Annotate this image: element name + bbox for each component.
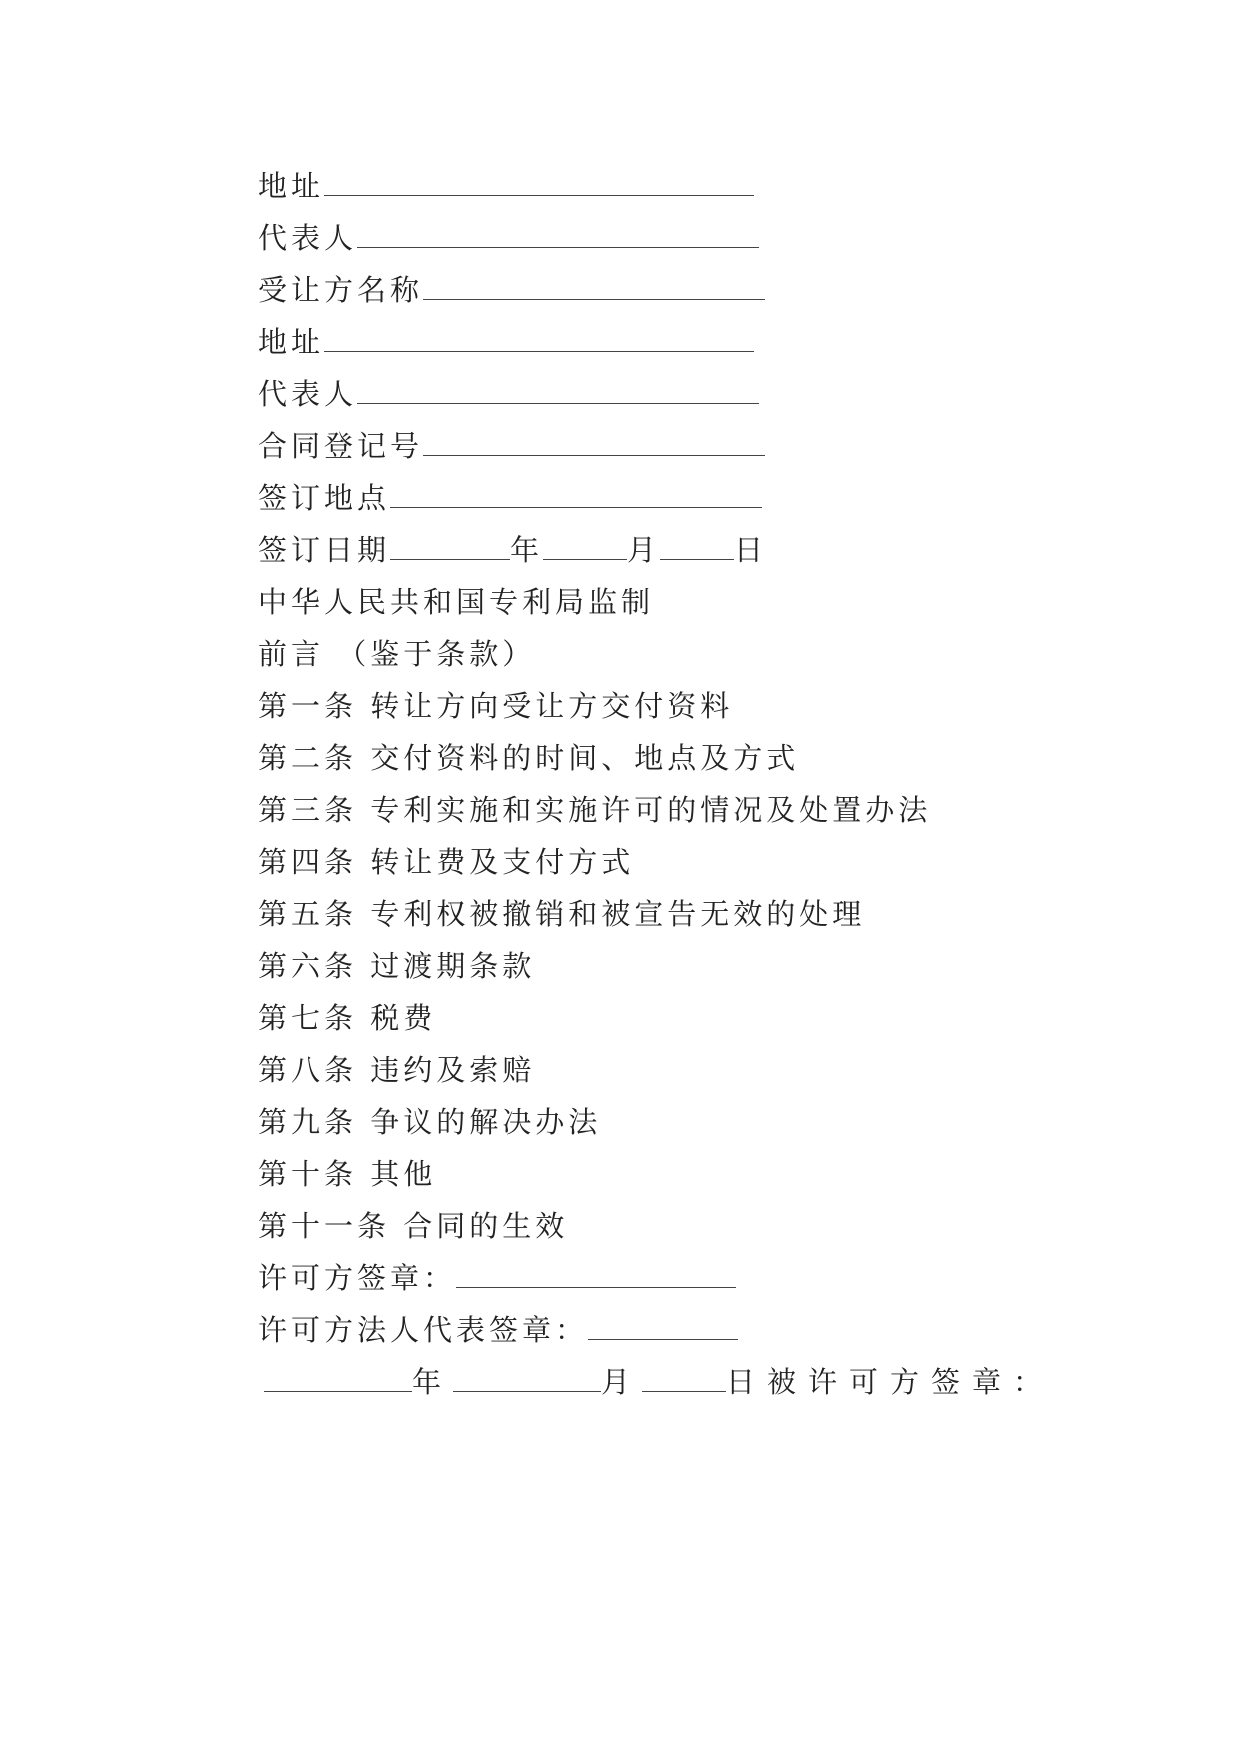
field-blank xyxy=(324,327,754,352)
field-blank xyxy=(423,431,765,456)
article-title: 合同的生效 xyxy=(403,1209,569,1243)
field-row xyxy=(258,272,765,308)
field-row xyxy=(258,376,759,412)
licensee-seal-label: 日被许可方签章： xyxy=(726,1365,1055,1399)
article-number: 第九条 xyxy=(258,1105,358,1139)
article-title: 转让费及支付方式 xyxy=(370,845,635,879)
field-blank xyxy=(423,275,765,300)
article-number: 第七条 xyxy=(258,1001,358,1035)
article-number: 第八条 xyxy=(258,1053,358,1087)
article-title: 过渡期条款 xyxy=(370,949,536,983)
article-number: 第五条 xyxy=(258,897,358,931)
month-label: 月 xyxy=(601,1365,643,1399)
article-title: 违约及索赔 xyxy=(370,1053,536,1087)
article-number: 第十一条 xyxy=(258,1209,391,1243)
article-item xyxy=(258,948,535,984)
day-label: 日 xyxy=(734,533,768,567)
field-row xyxy=(258,428,765,464)
article-title: 专利实施和实施许可的情况及处置办法 xyxy=(370,793,932,827)
article-number: 第二条 xyxy=(258,741,358,775)
article-number: 第十条 xyxy=(258,1157,358,1191)
article-item xyxy=(258,1208,568,1244)
article-item xyxy=(258,1052,535,1088)
month-blank xyxy=(453,1367,601,1392)
sign-date-label: 签订日期 xyxy=(258,533,391,567)
year-blank xyxy=(390,535,510,560)
licensor-rep-seal-row xyxy=(258,1312,738,1348)
licensor-seal-row xyxy=(258,1260,736,1296)
field-row xyxy=(258,324,754,360)
sign-date-row xyxy=(258,532,767,568)
day-blank xyxy=(642,1367,726,1392)
article-number: 第四条 xyxy=(258,845,358,879)
field-blank xyxy=(324,171,754,196)
field-label: 代表人 xyxy=(258,221,358,255)
licensor-rep-seal-blank xyxy=(588,1315,738,1340)
article-item xyxy=(258,792,931,828)
supervisor-line: 中华人民共和国专利局监制 xyxy=(258,585,655,619)
article-number: 第六条 xyxy=(258,949,358,983)
field-blank xyxy=(357,223,759,248)
licensor-seal-blank xyxy=(456,1263,736,1288)
field-label: 合同登记号 xyxy=(258,429,424,463)
article-title: 转让方向受让方交付资料 xyxy=(370,689,734,723)
field-row xyxy=(258,480,762,516)
field-label: 受让方名称 xyxy=(258,273,424,307)
article-item xyxy=(258,896,865,932)
article-item xyxy=(258,1000,436,1036)
field-label: 地址 xyxy=(258,169,325,203)
field-label: 代表人 xyxy=(258,377,358,411)
article-title: 争议的解决办法 xyxy=(370,1105,602,1139)
field-blank xyxy=(390,483,762,508)
field-blank xyxy=(357,379,759,404)
licensor-rep-seal-label: 许可方法人代表签章： xyxy=(258,1313,589,1347)
licensor-seal-label: 许可方签章： xyxy=(258,1261,457,1295)
article-item xyxy=(258,1156,436,1192)
article-item xyxy=(258,844,634,880)
preface-line: 前言 （鉴于条款） xyxy=(258,637,536,671)
article-title: 交付资料的时间、地点及方式 xyxy=(370,741,800,775)
article-item xyxy=(258,688,733,724)
article-title: 税费 xyxy=(370,1001,437,1035)
article-number: 第三条 xyxy=(258,793,358,827)
article-item xyxy=(258,1104,601,1140)
year-label: 年 xyxy=(412,1365,454,1399)
day-blank xyxy=(660,535,734,560)
field-label: 地址 xyxy=(258,325,325,359)
year-blank xyxy=(264,1367,412,1392)
field-label: 签订地点 xyxy=(258,481,391,515)
field-row xyxy=(258,168,754,204)
article-item xyxy=(258,740,799,776)
month-label: 月 xyxy=(627,533,661,567)
field-row xyxy=(258,220,759,256)
article-title: 其他 xyxy=(370,1157,437,1191)
article-title: 专利权被撤销和被宣告无效的处理 xyxy=(370,897,866,931)
month-blank xyxy=(543,535,627,560)
article-number: 第一条 xyxy=(258,689,358,723)
licensee-date-row xyxy=(264,1364,1054,1400)
year-label: 年 xyxy=(510,533,544,567)
